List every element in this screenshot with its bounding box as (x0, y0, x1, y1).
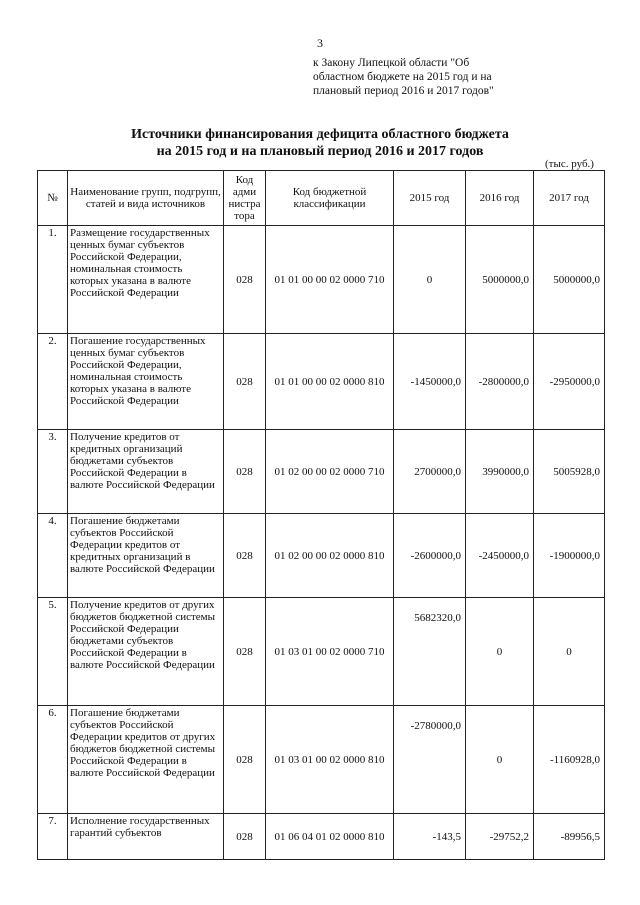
row-admin: 028 (224, 706, 266, 814)
row-num: 1. (38, 226, 68, 334)
row-name: Погашение бюджетами субъектов Российской Федерации кредитов от других бюджетов бюджетной системы Российской Федерации в валюте Российской Федерации (68, 706, 224, 814)
row-num: 3. (38, 430, 68, 514)
header-name: Наименование групп, подгрупп, статей и вида источников (68, 171, 224, 226)
row-admin: 028 (224, 430, 266, 514)
row-2016: 0 (466, 598, 534, 706)
table-row (38, 226, 605, 334)
row-name: Размещение государственных ценных бумаг субъектов Российской Федерации, номинальная стоимость которых указана в валюте Российской Федерации (68, 226, 224, 334)
row-2015: 0 (394, 226, 466, 334)
row-num: 4. (38, 514, 68, 598)
header-2017: 2017 год (534, 171, 605, 226)
row-admin: 028 (224, 598, 266, 706)
row-2016: -2800000,0 (466, 334, 534, 430)
row-admin: 028 (224, 226, 266, 334)
table-row (38, 814, 605, 860)
page-number: 3 (317, 36, 323, 50)
row-admin: 028 (224, 814, 266, 860)
row-name: Погашение государственных ценных бумаг субъектов Российской Федерации, номинальная стоимость которых указана в валюте Российской Федерации (68, 334, 224, 430)
row-2016: 0 (466, 706, 534, 814)
header-code: Код бюджетной классификации (266, 171, 394, 226)
row-name: Получение кредитов от кредитных организаций бюджетами субъектов Российской Федерации в валюте Российской Федерации (68, 430, 224, 514)
appendix-reference (313, 56, 553, 98)
row-num: 2. (38, 334, 68, 430)
budget-sources-table (37, 170, 605, 860)
row-2017: 0 (534, 598, 605, 706)
row-2015: -1450000,0 (394, 334, 466, 430)
row-code: 01 02 00 00 02 0000 710 (266, 430, 394, 514)
units-label: (тыс. руб.) (545, 158, 594, 170)
table-row (38, 334, 605, 430)
header-2016: 2016 год (466, 171, 534, 226)
row-2015: -2780000,0 (394, 706, 466, 814)
row-2015: -143,5 (394, 814, 466, 860)
row-name: Исполнение государственных гарантий субъектов (68, 814, 224, 860)
row-num: 5. (38, 598, 68, 706)
row-num: 7. (38, 814, 68, 860)
row-2016: 3990000,0 (466, 430, 534, 514)
table-row (38, 706, 605, 814)
row-2015: 2700000,0 (394, 430, 466, 514)
row-2017: -1900000,0 (534, 514, 605, 598)
table-row (38, 598, 605, 706)
appendix-line-2: областном бюджете на 2015 год и на (313, 71, 492, 83)
row-code: 01 03 01 00 02 0000 710 (266, 598, 394, 706)
row-num: 6. (38, 706, 68, 814)
row-code: 01 02 00 00 02 0000 810 (266, 514, 394, 598)
row-code: 01 01 00 00 02 0000 710 (266, 226, 394, 334)
row-code: 01 06 04 01 02 0000 810 (266, 814, 394, 860)
row-name: Погашение бюджетами субъектов Российской Федерации кредитов от кредитных организаций в валюте Российской Федерации (68, 514, 224, 598)
row-code: 01 03 01 00 02 0000 810 (266, 706, 394, 814)
row-2017: -1160928,0 (534, 706, 605, 814)
appendix-line-3: плановый период 2016 и 2017 годов" (313, 85, 494, 97)
header-2015: 2015 год (394, 171, 466, 226)
row-2017: -89956,5 (534, 814, 605, 860)
row-2017: -2950000,0 (534, 334, 605, 430)
row-2017: 5000000,0 (534, 226, 605, 334)
appendix-line-1: к Закону Липецкой области "Об (313, 57, 470, 69)
row-2015: -2600000,0 (394, 514, 466, 598)
header-admin: Код адми нистра тора (224, 171, 266, 226)
row-2016: 5000000,0 (466, 226, 534, 334)
header-num: № (38, 171, 68, 226)
row-code: 01 01 00 00 02 0000 810 (266, 334, 394, 430)
row-2016: -29752,2 (466, 814, 534, 860)
table-row (38, 430, 605, 514)
title-line-1: Источники финансирования дефицита областного бюджета (131, 127, 509, 142)
row-2015: 5682320,0 (394, 598, 466, 706)
document-title (0, 126, 640, 160)
row-name: Получение кредитов от других бюджетов бюджетной системы Российской Федерации бюджетами субъектов Российской Федерации в валюте Российской Федерации (68, 598, 224, 706)
row-admin: 028 (224, 334, 266, 430)
row-2016: -2450000,0 (466, 514, 534, 598)
table-row (38, 514, 605, 598)
table-header-row (38, 171, 605, 226)
title-line-2: на 2015 год и на плановый период 2016 и 2017 годов (156, 144, 484, 159)
row-2017: 5005928,0 (534, 430, 605, 514)
row-admin: 028 (224, 514, 266, 598)
